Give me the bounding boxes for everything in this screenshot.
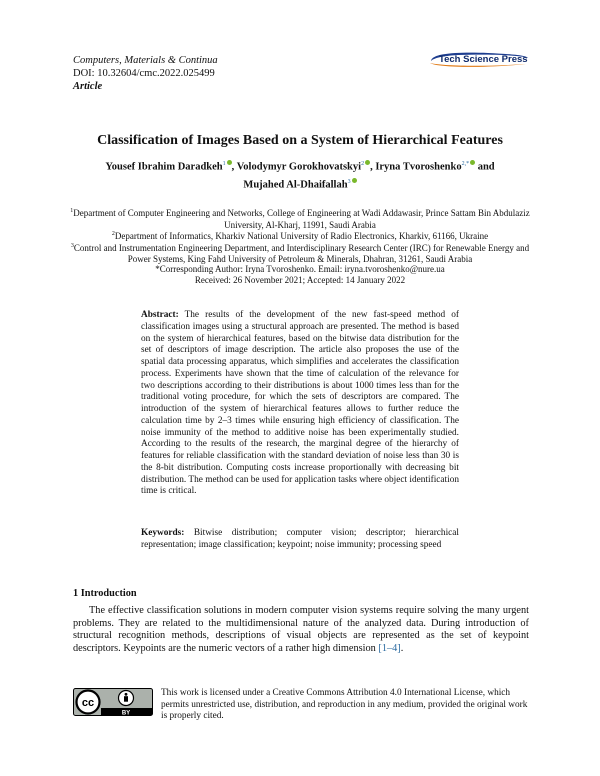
creative-commons-icon bbox=[73, 688, 153, 716]
introduction-text: The effective classification solutions in modern computer vision systems require solving the many urgent problems. They are related to the multidimensional nature of the analyzed data. During introduction of structural recognition methods, descriptions of visual objects are represented as the set of keypoint descriptors. Keypoints are the numeric vectors of a rather high dimension bbox=[73, 605, 529, 654]
abstract-label: Abstract: bbox=[141, 310, 179, 320]
author-affiliation-sup[interactable]: 1 bbox=[222, 161, 226, 167]
affiliation-number: 2 bbox=[111, 231, 115, 237]
affiliation bbox=[70, 241, 530, 266]
author-name: Mujahed Al-Dhaifallah bbox=[243, 179, 348, 190]
orcid-icon[interactable] bbox=[227, 160, 232, 165]
orcid-icon[interactable] bbox=[352, 178, 357, 183]
author-affiliation-sup[interactable]: 2,* bbox=[461, 161, 470, 167]
orcid-icon[interactable] bbox=[365, 160, 370, 165]
section-heading: 1 Introduction bbox=[73, 588, 137, 599]
affiliation-text: Department of Informatics, Kharkiv National University of Radio Electronics, Kharkiv, 61166, Ukraine bbox=[114, 231, 489, 241]
keywords bbox=[141, 528, 459, 552]
keywords-text: Bitwise distribution; computer vision; descriptor; hierarchical representation; image classification; keypoint; noise immunity; processing speed bbox=[141, 528, 459, 550]
license-notice: This work is licensed under a Creative Commons Attribution 4.0 International License, which permits unrestricted use, distribution, and reproduction in any medium, provided the original work is properly cited. bbox=[161, 688, 528, 721]
author-name: Iryna Tvoroshenko bbox=[375, 161, 462, 173]
introduction-paragraph bbox=[73, 605, 529, 655]
affiliation-number: 1 bbox=[70, 208, 74, 214]
affiliation-text: Control and Instrumentation Engineering Department, and Interdisciplinary Research Center (IRC) for Renewable Energy and Power Systems, King Fahd University of Petroleum & Minerals, Dhahran, 31261, Saudi Arabia bbox=[73, 242, 530, 264]
abstract bbox=[141, 310, 459, 498]
sentence-end: . bbox=[400, 642, 404, 654]
affiliation-number: 3 bbox=[70, 242, 74, 249]
cc-label: cc bbox=[81, 697, 95, 709]
affiliation-text: Department of Computer Engineering and Networks, College of Engineering at Wadi Addawasir, Prince Sattam Bin Abdulaziz University, Al-Kharj, 11991, Saudi Arabia bbox=[73, 208, 530, 230]
keywords-label: Keywords: bbox=[141, 528, 185, 538]
corresponding-author: *Corresponding Author: Iryna Tvoroshenko. Email: iryna.tvoroshenko@nure.ua bbox=[155, 263, 445, 274]
author-list: Yousef Ibrahim Daradkeh$^1$ , Volodymyr Gorokhovatskyi$^2$ , Iryna Tvoroshenko$^{2,*}$ and Mujahed Al-Dhaifallah$^3$ bbox=[105, 161, 495, 190]
affiliation bbox=[70, 206, 530, 231]
citation-link[interactable]: [1–4] bbox=[378, 642, 401, 654]
cc-by-badge[interactable] bbox=[73, 688, 153, 716]
author-affiliation-sup[interactable]: 2 bbox=[361, 161, 365, 167]
publisher-name: Tech Science Press bbox=[439, 54, 528, 65]
doi[interactable]: DOI: 10.32604/cmc.2022.025499 bbox=[73, 68, 215, 79]
author-conjunction: and bbox=[477, 161, 495, 173]
article-type: Article bbox=[73, 81, 103, 92]
author-name: Volodymyr Gorokhovatskyi bbox=[236, 161, 362, 173]
orcid-icon[interactable] bbox=[470, 160, 475, 165]
author-affiliation-sup[interactable]: 3 bbox=[347, 178, 351, 185]
received-accepted-dates: Received: 26 November 2021; Accepted: 14 January 2022 bbox=[194, 275, 406, 285]
paper-title: Classification of Images Based on a System of Hierarchical Features bbox=[97, 133, 503, 148]
abstract-text: The results of the development of the new fast-speed method of classification images using a structural approach are presented. The method is based on the system of hierarchical features, based on the bitwise data distribution for the set of descriptors of image description. The article also proposes the use of the spatial data processing apparatus, which simplifies and accelerates the classification process. Experiments have shown that the time of calculation of the relevance for two descriptions according to their distributions is about 1000 times less than for the traditional voting procedure, for which the sets of descriptors are compared. The introduction of the system of hierarchical features allows to further reduce the calculation time by 2–3 times while ensuring high efficiency of classification. The noise immunity of the method to additive noise has been experimentally studied. According to the results of the research, the marginal degree of the hierarchy of features for reliable classification with the standard deviation of noise less than 30 is the 8-bit distribution. Computing costs increase proportionally with decreasing bit distribution. The method can be used for application tasks where object identification time is critical. bbox=[141, 310, 460, 497]
author-name: Yousef Ibrahim Daradkeh bbox=[105, 161, 223, 173]
by-label: BY bbox=[121, 710, 131, 716]
publisher-logo bbox=[428, 52, 530, 69]
journal-name: Computers, Materials & Continua bbox=[73, 55, 218, 66]
